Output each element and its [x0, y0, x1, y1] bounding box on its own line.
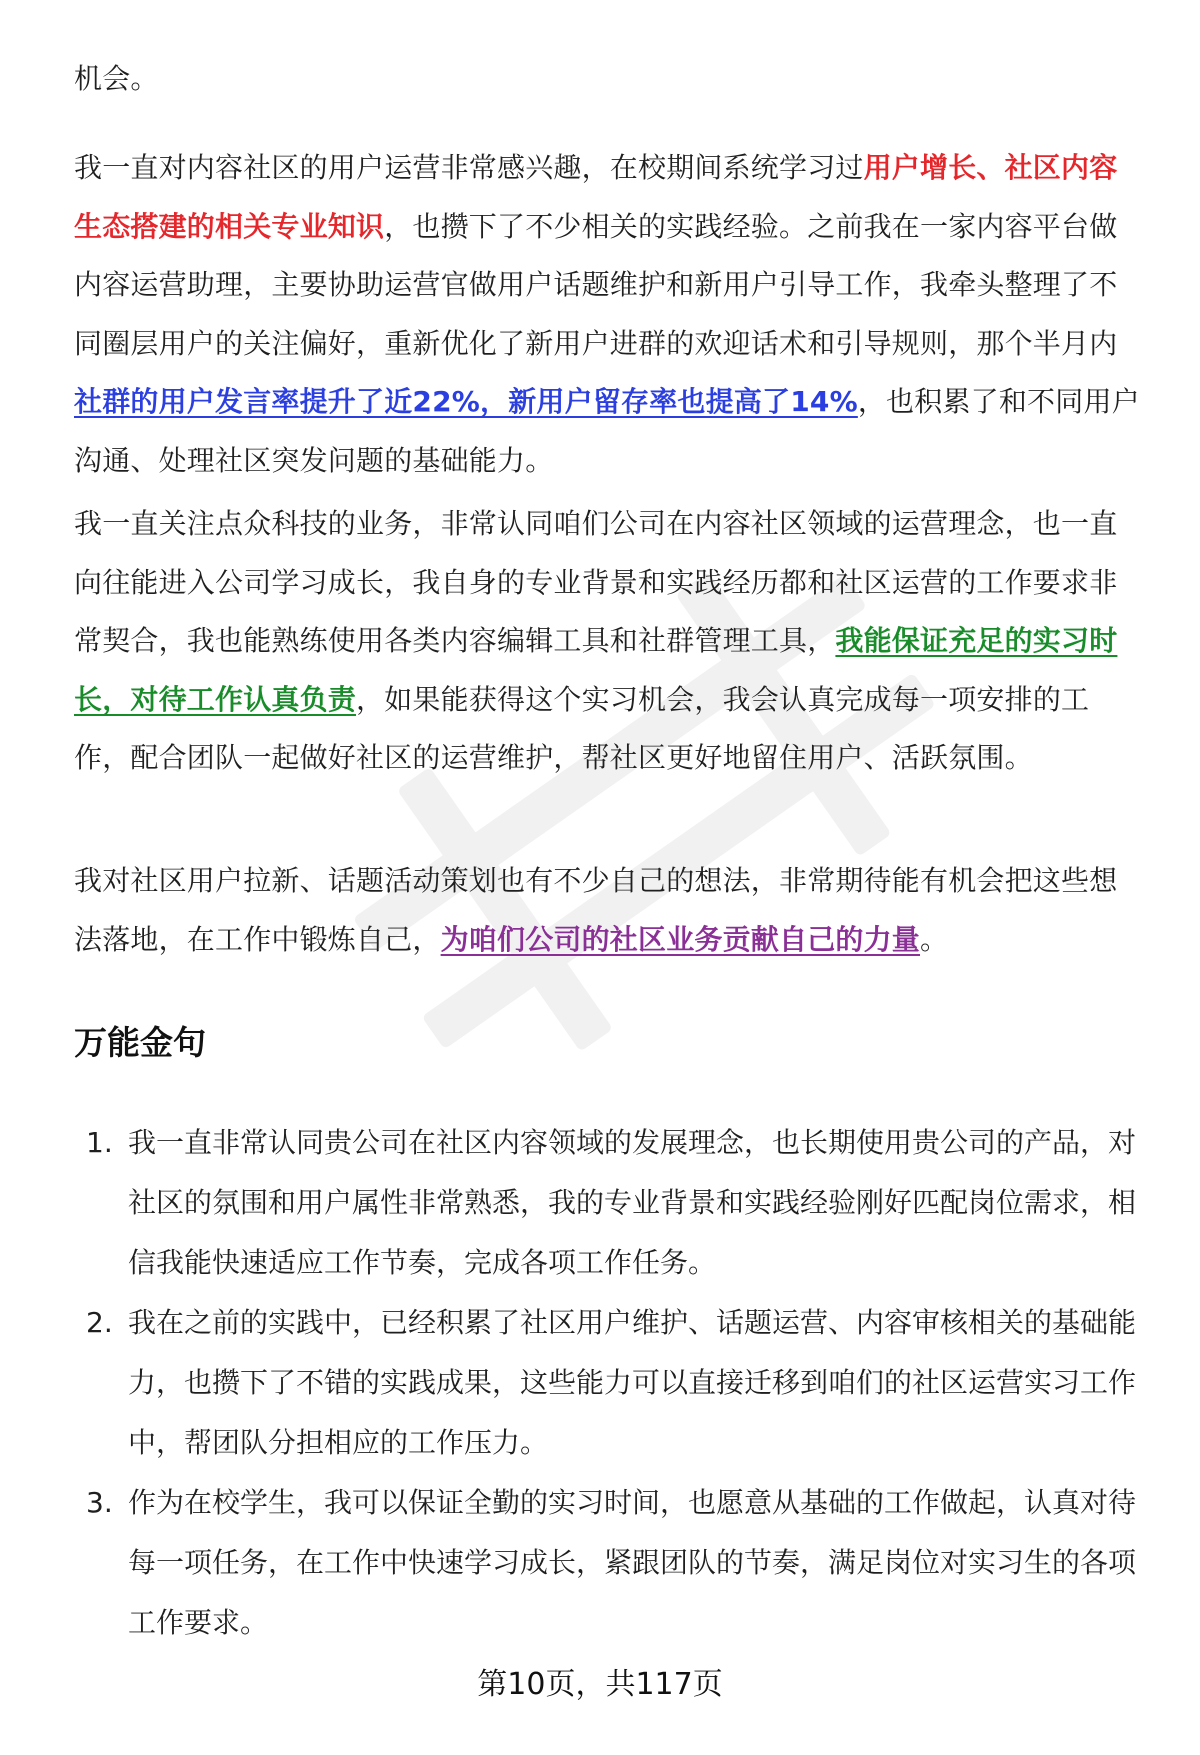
paragraph-text: ，如果能获得这个实习机会，我会认真完成每一项安排的工作，配合团队一起做好社区的运营维护，帮社区更好地留住用户、活跃氛围。: [74, 682, 1090, 774]
page-footer: 第10页，共117页: [477, 1667, 723, 1702]
highlight-green: 我能保证充足的实习时长，对待工作认真负责: [74, 624, 1118, 716]
paragraph-intro-end: [74, 50, 1144, 109]
highlight-purple: 为咱们公司的社区业务贡献自己的力量: [440, 922, 921, 956]
paragraph-experience: [74, 139, 1144, 490]
list-item-text: 作为在校学生，我可以保证全勤的实习时间，也愿意从基础的工作做起，认真对待每一项任务，在工作中快速学习成长，紧跟团队的节奏，满足岗位对实习生的各项工作要求。: [128, 1486, 1137, 1639]
list-item: [74, 1113, 1144, 1293]
paragraph-motivation: [74, 495, 1144, 788]
list-item: [74, 1293, 1144, 1473]
paragraph-text: 我一直对内容社区的用户运营非常感兴趣，在校期间系统学习过: [74, 151, 864, 184]
list-number: 3.: [86, 1486, 113, 1519]
highlight-blue: 社群的用户发言率提升了近22%，新用户留存率也提高了14%: [74, 385, 858, 418]
paragraph-text: 我对社区用户拉新、话题活动策划也有不少自己的想法，非常期待能有机会把这些想法落地，在工作中锻炼自己，: [74, 864, 1118, 956]
list-item-text: 我在之前的实践中，已经积累了社区用户维护、话题运营、内容审核相关的基础能力，也攒下了不错的实践成果，这些能力可以直接迁移到咱们的社区运营实习工作中，帮团队分担相应的工作压力。: [128, 1306, 1137, 1459]
paragraph-text: 。: [920, 922, 949, 956]
list-number: 1.: [86, 1126, 113, 1159]
paragraph-text: 我一直关注点众科技的业务，非常认同咱们公司在内容社区领域的运营理念，也一直向往能进入公司学习成长，我自身的专业背景和实践经历都和社区运营的工作要求非常契合，我也能熟练使用各类内容编辑工具和社群管理工具，: [74, 507, 1118, 657]
list-item: [74, 1473, 1144, 1653]
highlight-red: 用户增长、社区内容生态搭建的相关专业知识: [74, 151, 1118, 243]
list-number: 2.: [86, 1306, 113, 1339]
paragraph-text: ，也积累了和不同用户沟通、处理社区突发问题的基础能力。: [74, 385, 1140, 477]
paragraph-closing: [74, 852, 1144, 969]
paragraph-text: ，也攒下了不少相关的实践经验。之前我在一家内容平台做内容运营助理，主要协助运营官做用户话题维护和新用户引导工作，我牵头整理了不同圈层用户的关注偏好，重新优化了新用户进群的欢迎话术和引导规则，那个半月内: [74, 209, 1118, 360]
paragraph-text: 机会。: [74, 62, 159, 95]
list-item-text: 我一直非常认同贵公司在社区内容领域的发展理念，也长期使用贵公司的产品，对社区的氛围和用户属性非常熟悉，我的专业背景和实践经验刚好匹配岗位需求，相信我能快速适应工作节奏，完成各项工作任务。: [128, 1126, 1137, 1279]
section-heading: 万能金句: [74, 1023, 206, 1062]
